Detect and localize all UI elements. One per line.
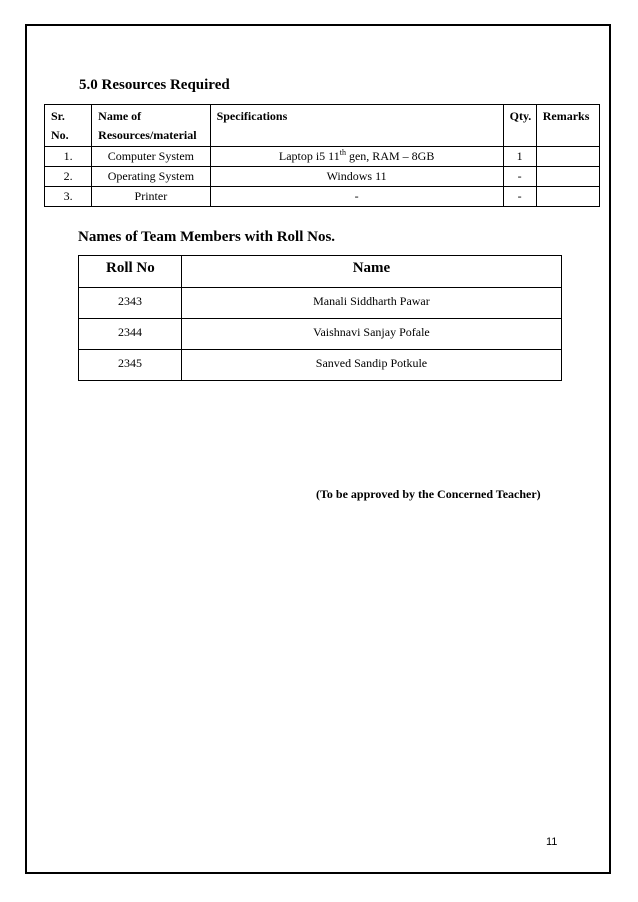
header-resource-name	[92, 105, 210, 147]
table-row	[45, 167, 600, 187]
header-name-line1: Name of	[98, 109, 142, 123]
cell-resource-name: Operating System	[92, 167, 210, 187]
cell-specification: Windows 11	[210, 167, 503, 187]
team-table	[78, 255, 562, 381]
header-name: Name	[181, 256, 561, 288]
header-sr-no	[45, 105, 92, 147]
table-row	[45, 187, 600, 207]
cell-sr: 1.	[45, 147, 92, 167]
cell-resource-name: Printer	[92, 187, 210, 207]
team-heading: Names of Team Members with Roll Nos.	[78, 229, 336, 245]
table-row	[79, 319, 562, 350]
header-remarks: Remarks	[536, 105, 599, 147]
cell-qty: -	[503, 167, 536, 187]
cell-member-name: Vaishnavi Sanjay Pofale	[181, 319, 561, 350]
header-qty: Qty.	[503, 105, 536, 147]
cell-roll-no: 2343	[79, 288, 182, 319]
header-name-line2: Resources/material	[98, 128, 197, 142]
cell-roll-no: 2344	[79, 319, 182, 350]
team-header-row	[79, 256, 562, 288]
header-sr-line2: No.	[51, 128, 69, 142]
cell-remarks	[536, 167, 599, 187]
cell-specification: -	[210, 187, 503, 207]
cell-sr: 3.	[45, 187, 92, 207]
cell-member-name: Sanved Sandip Potkule	[181, 350, 561, 381]
cell-remarks	[536, 147, 599, 167]
spec-text: Laptop i5 11	[278, 149, 340, 163]
table-row	[79, 350, 562, 381]
cell-resource-name: Computer System	[92, 147, 210, 167]
header-roll-no: Roll No	[79, 256, 182, 288]
table-row	[45, 147, 600, 167]
page-number: 11	[546, 836, 558, 848]
resources-heading: 5.0 Resources Required	[79, 77, 230, 93]
approval-note: (To be approved by the Concerned Teacher)	[316, 487, 541, 501]
spec-superscript: th	[339, 148, 346, 157]
cell-qty: -	[503, 187, 536, 207]
header-specifications: Specifications	[210, 105, 503, 147]
resources-table	[44, 104, 600, 207]
cell-roll-no: 2345	[79, 350, 182, 381]
table-row	[79, 288, 562, 319]
cell-remarks	[536, 187, 599, 207]
resources-header-row	[45, 105, 600, 147]
cell-specification	[210, 147, 503, 167]
cell-sr: 2.	[45, 167, 92, 187]
cell-qty: 1	[503, 147, 536, 167]
spec-text-suffix: gen, RAM – 8GB	[345, 149, 435, 163]
cell-member-name: Manali Siddharth Pawar	[181, 288, 561, 319]
header-sr-line1: Sr.	[51, 109, 65, 123]
